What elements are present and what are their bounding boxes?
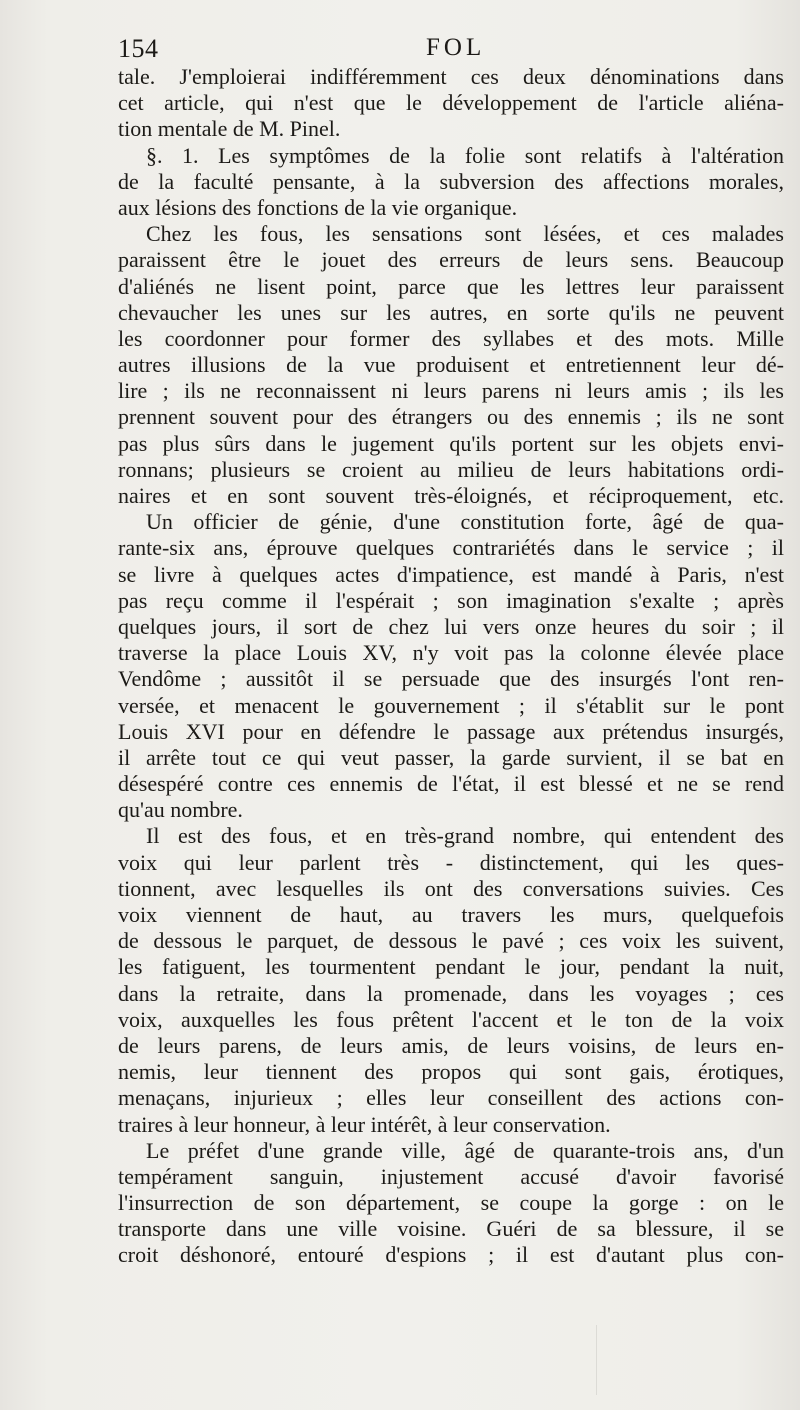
text-line: ronnans; plusieurs se croient au milieu de leurs habitations ordi- — [118, 456, 784, 482]
text-line: croit déshonoré, entouré d'espions ; il est d'autant plus con- — [118, 1242, 784, 1268]
text-line: se livre à quelques actes d'impatience, est mandé à Paris, n'est — [118, 561, 784, 587]
text-line: de la faculté pensante, à la subversion des affections morales, — [118, 168, 784, 194]
text-line: les fatiguent, les tourmentent pendant le jour, pendant la nuit, — [118, 954, 784, 980]
text-line: lire ; ils ne reconnaissent ni leurs parens ni leurs amis ; ils les — [118, 378, 784, 404]
text-line: §. 1. Les symptômes de la folie sont relatifs à l'altération — [146, 142, 784, 168]
text-line: Louis XVI pour en défendre le passage aux prétendus insurgés, — [118, 718, 784, 744]
text-line: l'insurrection de son département, se coupe la gorge : on le — [118, 1190, 784, 1216]
text-line: paraissent être le jouet des erreurs de leurs sens. Beaucoup — [118, 247, 784, 273]
text-line: nemis, leur tiennent des propos qui sont gais, érotiques, — [118, 1059, 784, 1085]
text-line: dans la retraite, dans la promenade, dans les voyages ; ces — [118, 980, 784, 1006]
text-line: menaçans, injurieux ; elles leur conseillent des actions con- — [118, 1085, 784, 1111]
page-text — [118, 64, 784, 1269]
text-line: tale. J'emploierai indifféremment ces deux dénominations dans — [118, 64, 784, 89]
text-line: prennent souvent pour des étrangers ou des ennemis ; ils ne sont — [118, 404, 784, 430]
text-line: tionnent, avec lesquelles ils ont des conversations suivies. Ces — [118, 875, 784, 901]
text-line: voix qui leur parlent très - distinctement, qui les ques- — [118, 849, 784, 875]
text-line: versée, et menacent le gouvernement ; il s'établit sur le pont — [118, 692, 784, 718]
text-line: de dessous le parquet, de dessous le pavé ; ces voix les suivent, — [118, 928, 784, 954]
text-line: de leurs parens, de leurs amis, de leurs voisins, de leurs en- — [118, 1032, 784, 1058]
text-line: Chez les fous, les sensations sont lésées, et ces malades — [146, 221, 784, 247]
text-line: traverse la place Louis XV, n'y voit pas la colonne élevée place — [118, 640, 784, 666]
text-line: il arrête tout ce qui veut passer, la garde survient, il se bat en — [118, 744, 784, 770]
text-line: pas reçu comme il l'espérait ; son imagination s'exalte ; après — [118, 587, 784, 613]
text-line: cet article, qui n'est que le développement de l'article aliéna- — [118, 90, 784, 116]
text-line: pas plus sûrs dans le jugement qu'ils portent sur les objets envi- — [118, 430, 784, 456]
text-line: Vendôme ; aussitôt il se persuade que des insurgés l'ont ren- — [118, 666, 784, 692]
text-line: Un officier de génie, d'une constitution forte, âgé de qua- — [146, 509, 784, 535]
paper-crease — [596, 1325, 607, 1395]
text-line: traires à leur honneur, à leur intérêt, à leur conservation. — [118, 1111, 611, 1137]
text-line: chevaucher les unes sur les autres, en sorte qu'ils ne peuvent — [118, 299, 784, 325]
text-line: voix, auxquelles les fous prêtent l'accent et le ton de la voix — [118, 1006, 784, 1032]
running-title: FOL — [426, 34, 486, 61]
text-line: Il est des fous, et en très-grand nombre, qui entendent des — [146, 823, 784, 849]
text-line: qu'au nombre. — [118, 797, 243, 823]
text-line: autres illusions de la vue produisent et entretiennent leur dé- — [118, 352, 784, 378]
text-line: tempérament sanguin, injustement accusé d'avoir favorisé — [118, 1163, 784, 1189]
text-line: naires et en sont souvent très-éloignés, et réciproquement, etc. — [118, 483, 784, 508]
text-line: Le préfet d'une grande ville, âgé de quarante-trois ans, d'un — [146, 1137, 784, 1163]
text-line: désespéré contre ces ennemis de l'état, il est blessé et ne se rend — [118, 771, 784, 797]
text-line: tion mentale de M. Pinel. — [118, 116, 341, 142]
text-line: d'aliénés ne lisent point, parce que les lettres leur paraissent — [118, 273, 784, 299]
running-header — [118, 34, 784, 64]
text-line: voix viennent de haut, au travers les murs, quelquefois — [118, 902, 784, 927]
text-line: quelques jours, il sort de chez lui vers onze heures du soir ; il — [118, 613, 784, 639]
text-line: rante-six ans, éprouve quelques contrariétés dans le service ; il — [118, 535, 784, 561]
page-number: 154 — [118, 34, 159, 63]
text-line: transporte dans une ville voisine. Guéri de sa blessure, il se — [118, 1216, 784, 1242]
text-line: aux lésions des fonctions de la vie organique. — [118, 194, 518, 220]
text-line: les coordonner pour former des syllabes et des mots. Mille — [118, 325, 784, 351]
